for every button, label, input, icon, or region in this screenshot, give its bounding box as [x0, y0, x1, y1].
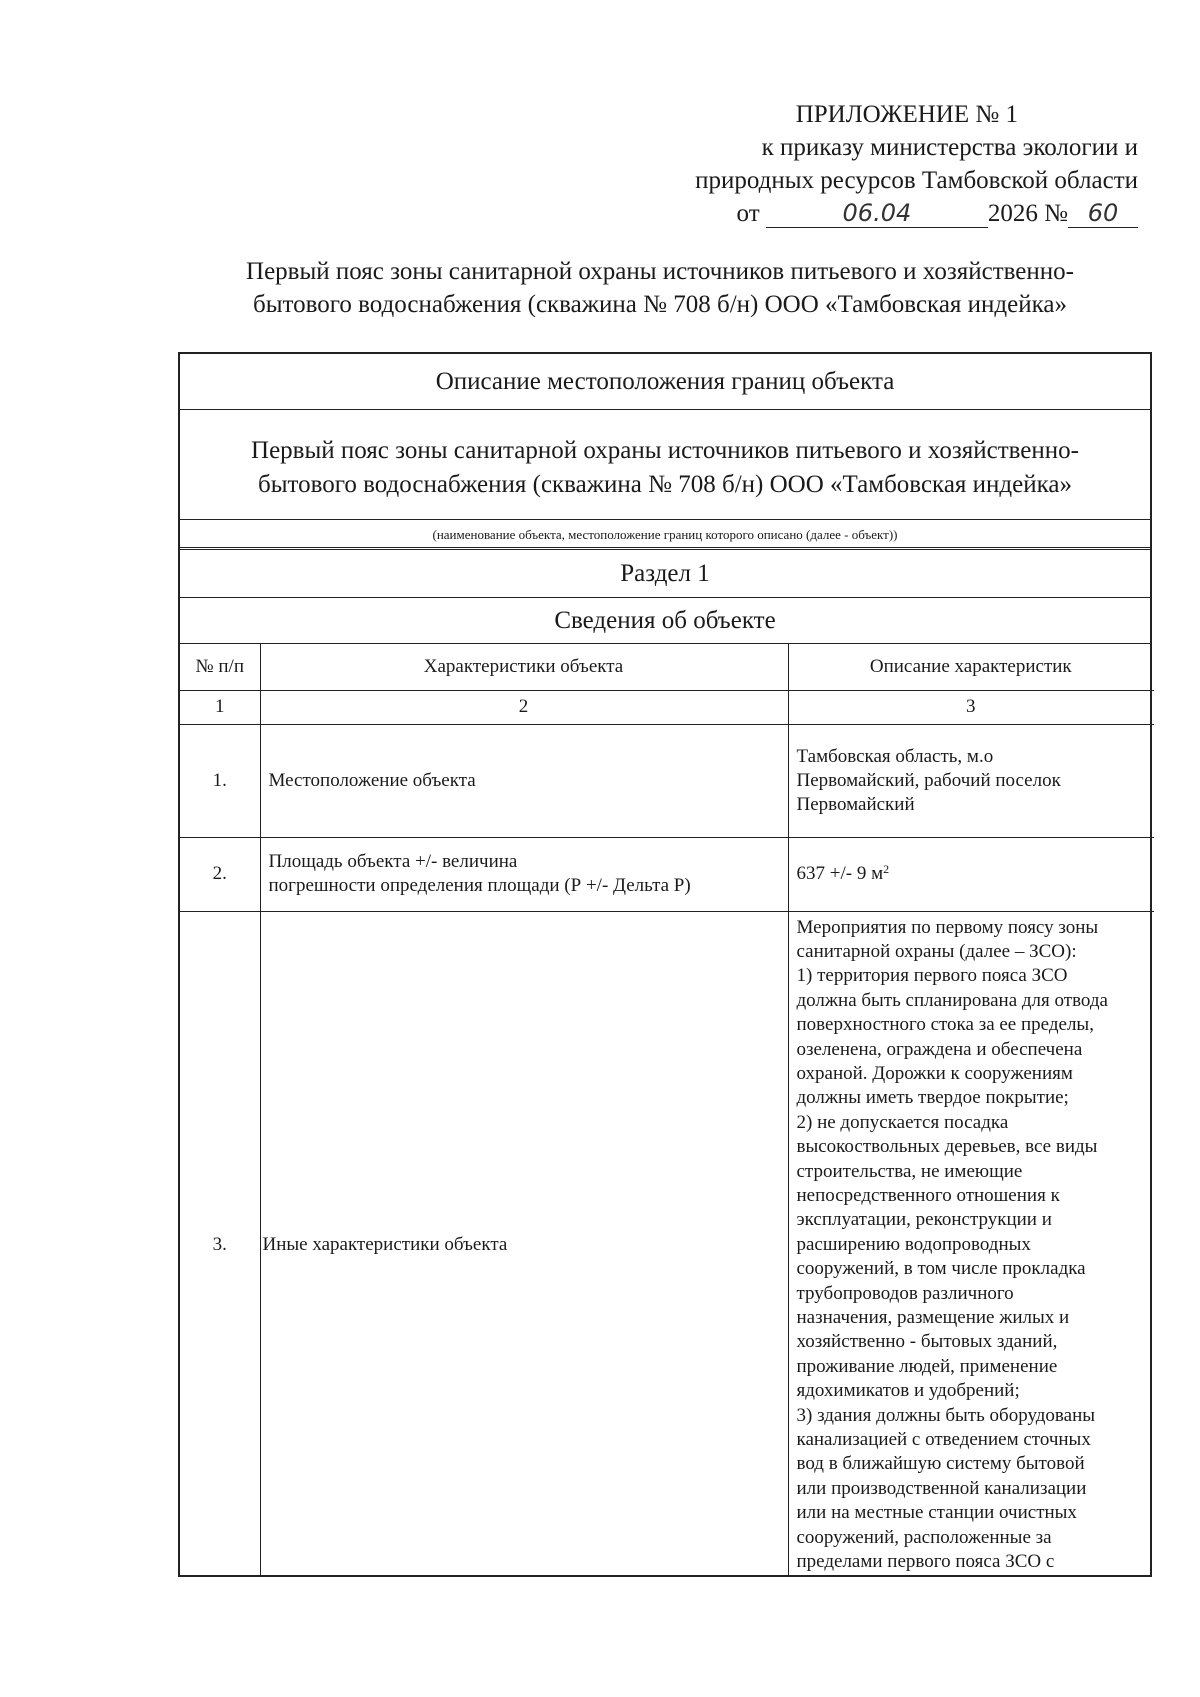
- appendix-order-line-2: природных ресурсов Тамбовской области: [695, 167, 1138, 194]
- table-row: [180, 724, 1154, 837]
- row-characteristic: [260, 837, 788, 911]
- measure-line: должны иметь твердое покрытие;: [796, 1087, 1069, 1109]
- measure-line: поверхностного стока за ее пределы,: [796, 1014, 1094, 1036]
- column-number-3: 3: [788, 690, 1154, 724]
- row-number: 1.: [180, 724, 260, 837]
- header-description: Описание характеристик: [788, 644, 1154, 690]
- measure-line: канализацией с отведением сточных: [796, 1429, 1091, 1451]
- description-line: Первомайский, рабочий поселок: [796, 769, 1061, 791]
- measure-line: санитарной охраны (далее – ЗСО):: [796, 940, 1077, 962]
- measure-line: озеленена, ограждена и обеспечена: [796, 1038, 1083, 1060]
- measure-line: высокоствольных деревьев, все виды: [796, 1136, 1098, 1158]
- column-number-row: [180, 690, 1154, 724]
- characteristic-line: Площадь объекта +/- величина: [268, 851, 518, 872]
- object-properties-table: [180, 644, 1154, 1575]
- table-row: [180, 911, 1154, 1575]
- measure-line: строительства, не имеющие: [796, 1160, 1023, 1182]
- appendix-title: ПРИЛОЖЕНИЕ № 1: [795, 101, 1018, 128]
- measure-line: пределами первого пояса ЗСО с: [796, 1551, 1055, 1573]
- document-title-line-1: Первый пояс зоны санитарной охраны источников питьевого и хозяйственно-: [246, 258, 1074, 285]
- object-caption: (наименование объекта, местоположение границ которого описано (далее - объект)): [180, 520, 1150, 550]
- measure-line: назначения, размещение жилых и: [796, 1307, 1070, 1328]
- measure-line: или производственной канализации: [796, 1477, 1087, 1499]
- measure-line: Мероприятия по первому поясу зоны: [796, 916, 1099, 938]
- handwritten-order-number: 60: [1068, 199, 1138, 228]
- document-title-line-2: бытового водоснабжения (скважина № 708 б/н) ООО «Тамбовская индейка»: [253, 291, 1067, 318]
- measure-line: трубопроводов различного: [796, 1282, 1014, 1304]
- measure-line: расширению водопроводных: [796, 1233, 1031, 1255]
- row-description: [788, 837, 1154, 911]
- measure-line: 2) не допускается посадка: [796, 1111, 1009, 1133]
- from-label: от: [736, 200, 760, 227]
- row-characteristic: Иные характеристики объекта: [260, 911, 788, 1575]
- order-date-number-line: [618, 197, 1138, 230]
- area-value: 637 +/- 9 м: [796, 863, 884, 884]
- table-row: [180, 837, 1154, 911]
- measure-line: эксплуатации, реконструкции и: [796, 1209, 1052, 1231]
- object-name: [180, 410, 1150, 520]
- handwritten-date: 06.04: [766, 199, 988, 228]
- appendix-header: [618, 98, 1138, 230]
- row-number: 3.: [180, 911, 260, 1575]
- measure-line: или на местные станции очистных: [796, 1502, 1077, 1524]
- description-line: Тамбовская область, м.о: [796, 745, 994, 767]
- row-description: [788, 724, 1154, 837]
- description-line: Первомайский: [796, 793, 915, 815]
- document-title: [170, 255, 1150, 321]
- section-title: Сведения об объекте: [180, 598, 1150, 644]
- sheet-heading: Описание местоположения границ объекта: [180, 354, 1150, 410]
- measure-line: вод в ближайшую систему бытовой: [796, 1453, 1085, 1475]
- measure-line: ядохимикатов и удобрений;: [796, 1380, 1020, 1402]
- column-number-2: 2: [260, 690, 788, 724]
- measure-line: сооружений, в том числе прокладка: [796, 1258, 1086, 1280]
- measure-line: хозяйственно - бытовых зданий,: [796, 1331, 1058, 1353]
- characteristic-line: погрешности определения площади (Р +/- Дельта Р): [268, 875, 691, 896]
- measure-line: 3) здания должны быть оборудованы: [796, 1404, 1095, 1426]
- measure-line: непосредственного отношения к: [796, 1184, 1060, 1206]
- row-description: [788, 911, 1154, 1575]
- table-header-row: [180, 644, 1154, 690]
- header-characteristic: Характеристики объекта: [260, 644, 788, 690]
- row-characteristic: Местоположение объекта: [260, 724, 788, 837]
- boundary-description-table: [178, 352, 1152, 1577]
- measure-line: сооружений, расположенные за: [796, 1526, 1052, 1548]
- measure-line: 1) территория первого пояса ЗСО: [796, 965, 1068, 987]
- measure-line: должна быть спланирована для отвода: [796, 989, 1108, 1011]
- measure-line: проживание людей, применение: [796, 1355, 1058, 1377]
- column-number-1: 1: [180, 690, 260, 724]
- header-number: № п/п: [180, 644, 260, 690]
- object-name-line-1: Первый пояс зоны санитарной охраны источников питьевого и хозяйственно-: [251, 437, 1079, 464]
- object-name-line-2: бытового водоснабжения (скважина № 708 б/н) ООО «Тамбовская индейка»: [258, 471, 1072, 498]
- area-unit-superscript: 2: [883, 862, 890, 876]
- measure-line: охраной. Дорожки к сооружениям: [796, 1062, 1073, 1084]
- year-number-label: 2026 №: [987, 200, 1068, 227]
- row-number: 2.: [180, 837, 260, 911]
- section-label: Раздел 1: [180, 550, 1150, 598]
- appendix-order-line-1: к приказу министерства экологии и: [761, 134, 1138, 161]
